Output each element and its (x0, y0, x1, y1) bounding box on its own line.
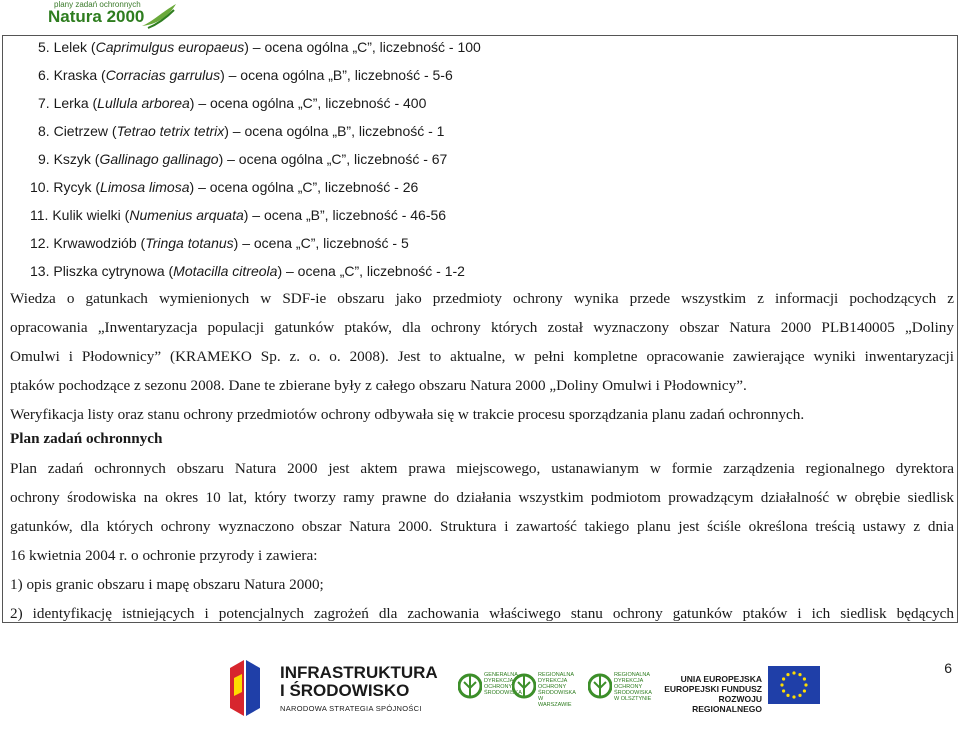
species-latin-name: Caprimulgus europaeus (95, 39, 245, 55)
rdos-olsztyn-text: REGIONALNA DYREKCJA OCHRONY ŚRODOWISKA W OLSZTYNIE (614, 672, 652, 702)
list-item (30, 262, 465, 280)
paragraph-line: ochrony środowiska na okres 10 lat, który tworzy ramy prawne do działania wszystkim podmiotom prowadzącym działalność w obrębie siedlisk (10, 489, 954, 506)
species-latin-name: Limosa limosa (100, 179, 190, 195)
species-assessment: ) – ocena ogólna „C”, liczebność - 400 (189, 95, 427, 111)
footer-logos (0, 648, 960, 723)
eu-star-icon (786, 694, 789, 697)
rdos-warszawa-text: REGIONALNA DYREKCJA OCHRONY ŚRODOWISKA W WARSZAWIE (538, 672, 576, 708)
species-assessment: ) – ocena ogólna „C”, liczebność - 26 (189, 179, 419, 195)
list-number: 11. (30, 207, 49, 223)
species-assessment: ) – ocena ogólna „C”, liczebność - 100 (244, 39, 481, 55)
eu-fund-text (652, 674, 762, 714)
leaf-emblem-icon (458, 668, 482, 704)
list-number: 7. (38, 95, 50, 111)
eu-line3: ROZWOJU REGIONALNEGO (692, 694, 762, 714)
leaf-emblem-icon (588, 668, 612, 704)
infra-line1: INFRASTRUKTURA (280, 663, 438, 682)
list-item (30, 206, 446, 224)
infra-line2: I ŚRODOWISKO (280, 681, 410, 700)
species-latin-name: Corracias garrulus (105, 67, 221, 83)
list-item (38, 122, 444, 140)
paragraph-line: Wiedza o gatunkach wymienionych w SDF-ie obszaru jako przedmioty ochrony wynika przede wszystkim z informacji pochodzących z (10, 290, 954, 307)
list-number: 13. (30, 263, 50, 279)
list-item (30, 234, 409, 252)
list-number: 9. (38, 151, 50, 167)
natura-2000-logo (30, 0, 170, 30)
paragraph-knowledge (10, 284, 954, 400)
species-common-name: Cietrzew ( (53, 123, 117, 139)
species-common-name: Kulik wielki ( (52, 207, 130, 223)
species-common-name: Rycyk ( (53, 179, 101, 195)
eu-star-icon (798, 673, 801, 676)
eu-star-icon (803, 677, 806, 680)
infrastruktura-flag-icon (230, 660, 260, 716)
list-item: 2) identyfikację istniejących i potencjalnych zagrożeń dla zachowania właściwego stanu ochrony gatunków ptaków i ich siedlisk będących (10, 605, 954, 622)
leaf-swoosh-icon (140, 2, 180, 30)
list-item (30, 178, 418, 196)
paragraph-line: 16 kwietnia 2004 r. o ochronie przyrody i zawiera: (10, 547, 318, 564)
gdos-logo (458, 664, 522, 716)
list-number: 8. (38, 123, 50, 139)
infrastruktura-logo-text (280, 664, 438, 700)
eu-star-icon (782, 689, 785, 692)
paragraph-line: opracowania „Inwentaryzacja populacji gatunków ptaków, dla ochrony których został wyznaczony obszar Natura 2000 PLB140005 „Doliny (10, 319, 954, 336)
infra-subtitle: NARODOWA STRATEGIA SPÓJNOŚCI (280, 704, 422, 713)
list-number: 6. (38, 67, 50, 83)
section-heading: Plan zadań ochronnych (10, 430, 163, 447)
species-latin-name: Numenius arquata (129, 207, 244, 223)
eu-star-icon (804, 683, 807, 686)
species-latin-name: Lullula arborea (97, 95, 190, 111)
paragraph-verification (10, 400, 954, 429)
paragraph-line: Omulwi i Płodownicy” (KRAMEKO Sp. z. o. o. 2008). Jest to aktualne, w pełni kompletne opracowanie zawierające wyniki inwentaryzacji (10, 348, 954, 365)
species-latin-name: Gallinago gallinago (99, 151, 219, 167)
species-latin-name: Tetrao tetrix tetrix (116, 123, 225, 139)
paragraph-line: Weryfikacja listy oraz stanu ochrony przedmiotów ochrony odbywała się w trakcie procesu sporządzania planu zadań ochronnych. (10, 406, 805, 423)
list-number: 12. (30, 235, 50, 251)
eu-star-icon (803, 689, 806, 692)
logo-tagline: plany zadań ochronnych (54, 0, 141, 9)
species-latin-name: Tringa totanus (145, 235, 234, 251)
species-common-name: Lelek ( (53, 39, 96, 55)
list-number: 10. (30, 179, 50, 195)
paragraph-line: ptaków pochodzące z sezonu 2008. Dane te zbierane były z całego obszaru Natura 2000 „Doliny Omulwi i Płodownicy”. (10, 377, 747, 394)
gdos-text: GENERALNA DYREKCJA OCHRONY ŚRODOWISKA (484, 672, 522, 696)
logo-title: Natura 2000 (48, 7, 145, 26)
page-number: 6 (944, 660, 952, 676)
eu-star-icon (792, 671, 795, 674)
species-common-name: Lerka ( (53, 95, 98, 111)
list-item: 1) opis granic obszaru i mapę obszaru Natura 2000; (10, 576, 324, 593)
list-item (38, 66, 453, 84)
leaf-emblem-icon (512, 668, 536, 704)
species-common-name: Kraska ( (53, 67, 106, 83)
species-latin-name: Motacilla citreola (173, 263, 278, 279)
eu-line2: EUROPEJSKI FUNDUSZ (664, 684, 762, 694)
eu-star-icon (798, 694, 801, 697)
species-assessment: ) – ocena ogólna „C”, liczebność - 67 (218, 151, 448, 167)
list-item (38, 150, 447, 168)
paragraph-plan (10, 454, 954, 570)
eu-star-icon (782, 677, 785, 680)
eu-star-icon (786, 673, 789, 676)
paragraph-line: Plan zadań ochronnych obszaru Natura 2000 jest aktem prawa miejscowego, ustanawianym w formie zarządzenia regionalnego dyrektora (10, 460, 954, 477)
species-assessment: ) – ocena „C”, liczebność - 1-2 (277, 263, 465, 279)
eu-line1: UNIA EUROPEJSKA (680, 674, 762, 684)
list-number: 5. (38, 39, 50, 55)
plan-contents-list (10, 570, 954, 628)
list-item (38, 38, 481, 56)
paragraph-line: gatunków, dla których ochrony wyznaczono obszar Natura 2000. Struktura i zawartość takiego planu jest ściśle określona treścią ustawy z dnia (10, 518, 954, 535)
species-common-name: Krwawodziób ( (53, 235, 146, 251)
content-frame (2, 35, 958, 623)
species-assessment: ) – ocena „B”, liczebność - 46-56 (243, 207, 447, 223)
species-common-name: Pliszka cytrynowa ( (53, 263, 174, 279)
eu-flag-icon (768, 666, 820, 704)
rdos-warszawa-logo (512, 664, 576, 716)
rdos-olsztyn-logo (588, 664, 652, 716)
eu-star-icon (780, 683, 783, 686)
eu-star-icon (792, 695, 795, 698)
species-assessment: ) – ocena ogólna „B”, liczebność - 5-6 (220, 67, 453, 83)
species-common-name: Kszyk ( (53, 151, 100, 167)
species-assessment: ) – ocena „C”, liczebność - 5 (233, 235, 409, 251)
list-item (38, 94, 426, 112)
species-assessment: ) – ocena ogólna „B”, liczebność - 1 (224, 123, 445, 139)
